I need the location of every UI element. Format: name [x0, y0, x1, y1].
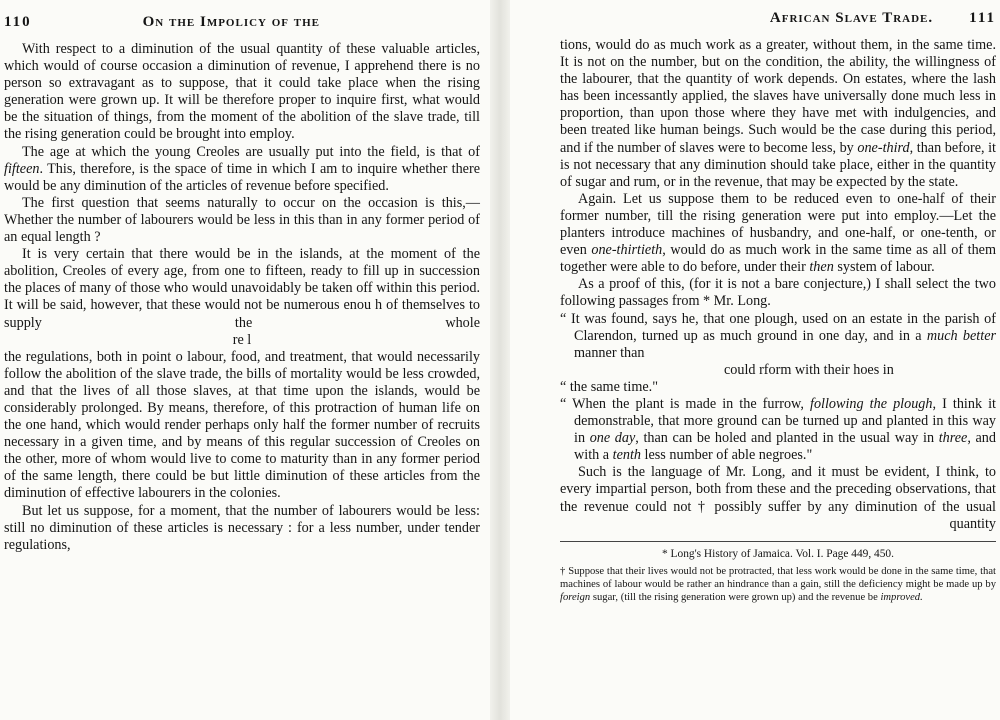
paragraph-such-is: Such is the language of Mr. Long, and it must be evident, I think, to every impartial person, both from these and the preceding observations, that the revenue could not † possibly suffer by any diminution of the usual [560, 464, 996, 515]
paragraph-regulations: the regulations, both in point o labour, food, and treatment, that would necessarily follow the abolition of the slave trade, the bills of mortality would be less crowded, and that the lives of all those slaves, at that time upon the islands, would be considerably prolonged. By means, therefore, of this protraction of human life on the one hand, which would render perhaps only half the former number of recruits necessary in a given time, and by means of this regular succession of Creoles on the other, more of whom would live to come to maturity than in any former period of the same length, there could be but little diminution of these articles from the diminution of effective labourers in the colonies. [4, 348, 480, 502]
page-number-right: 111 [969, 10, 996, 26]
footnote-long: * Long's History of Jamaica. Vol. I. Page 449, 450. [662, 547, 894, 560]
paragraph-continuation: tions, would do as much work as a greater, without them, in the same time. It is not on the number, but on the condition, the ability, the willingness of the labourer, that the quantity of work depends. On estates, where the lash has been incessantly applied, the slaves have universally done much less in proportion, than upon those where they have met with indulgencies, and been treated like human beings. Such would be the case during this period, and if the number of slaves were to become less, by one-third, than before, it is not necessary that any diminution should take place, either in the quantity of sugar and rum, or in the revenue, that may be expected by the state. [560, 37, 996, 190]
paragraph-first-question: The first question that seems naturally to occur on the occasion is this,—Whether the number of labourers would be less in this than in any former period of an equal length ? [4, 194, 480, 246]
book-gutter [490, 0, 510, 720]
footnote-suppose: † Suppose that their lives would not be protracted, that less work would be done in the same time, that machines of labour would be rather an hindrance than a gain, still the deficiency might be made up by foreign sugar, (till the rising generation were grown up) and the revenue be improved. [560, 565, 996, 603]
paragraph-creole-age: The age at which the young Creoles are usually put into the field, is that of fifteen. This, therefore, is the space of time in which I am to inquire whether there would be any diminution of the articles of revenue before specified. [4, 143, 480, 194]
left-page-body [4, 41, 480, 554]
running-title-left: On the Impolicy of the [142, 14, 320, 30]
quote-plough: “ It was found, says he, that one plough, used on an estate in the parish of Clarendon, turned up as much ground in one day, and in a much better manner than could rform with their hoes in [560, 311, 996, 379]
paragraph-revenue: With respect to a diminution of the usual quantity of these valuable articles, which would of course occasion a diminution of revenue, I apprehend there is no person so extravagant as to suppose, that it could take place when the rising generation were grown up. It will be therefore proper to inquire first, what would be the situation of things, from the moment of the abolition of the slave trade, till the rising generation could be brought into employ. [4, 41, 480, 143]
left-page [0, 0, 490, 720]
paragraph-suppose: But let us suppose, for a moment, that the number of labourers would be less: still no diminution of these articles is necessary : for a less number, under tender regulations, [4, 502, 480, 553]
catchword: quantity [949, 515, 996, 532]
right-page-header [560, 10, 996, 27]
quote-furrow: “ When the plant is made in the furrow, following the plough, I think it demonstrable, that more ground can be turned up and planted in this way in one day, than can be holed and planted in the usual way in three, and with a tenth less number of able negroes." [560, 396, 996, 464]
footnotes [560, 548, 996, 604]
right-page [510, 0, 1000, 720]
right-page-body [560, 37, 996, 533]
fragment-line: re l [232, 331, 252, 348]
footnote-rule [560, 541, 996, 542]
quote-same-time: “ the same time." [560, 379, 996, 396]
paragraph-proof: As a proof of this, (for it is not a bare conjecture,) I shall select the two following passages from * Mr. Long. [560, 276, 996, 310]
paragraph-islands: It is very certain that there would be in the islands, at the moment of the abolition, Creoles of every age, from one to fifteen, ready to fill up in succession the places of many of those who would unavoidably be taken off within this period. It will be said, however, that these would not be numerous enou h of themselves to supply the whole [4, 246, 480, 331]
running-title-right: African Slave Trade. [769, 10, 934, 26]
paragraph-again: Again. Let us suppose them to be reduced even to one-half of their former number, till the rising generation were put into employ.—Let the planters introduce machines of husbandry, and one-half, or one-tenth, or even one-thirtieth, would do as much work in the same time as all of them together were able to do before, under their then system of labour. [560, 190, 996, 276]
left-page-header [4, 14, 480, 31]
page-number-left: 110 [4, 14, 32, 30]
